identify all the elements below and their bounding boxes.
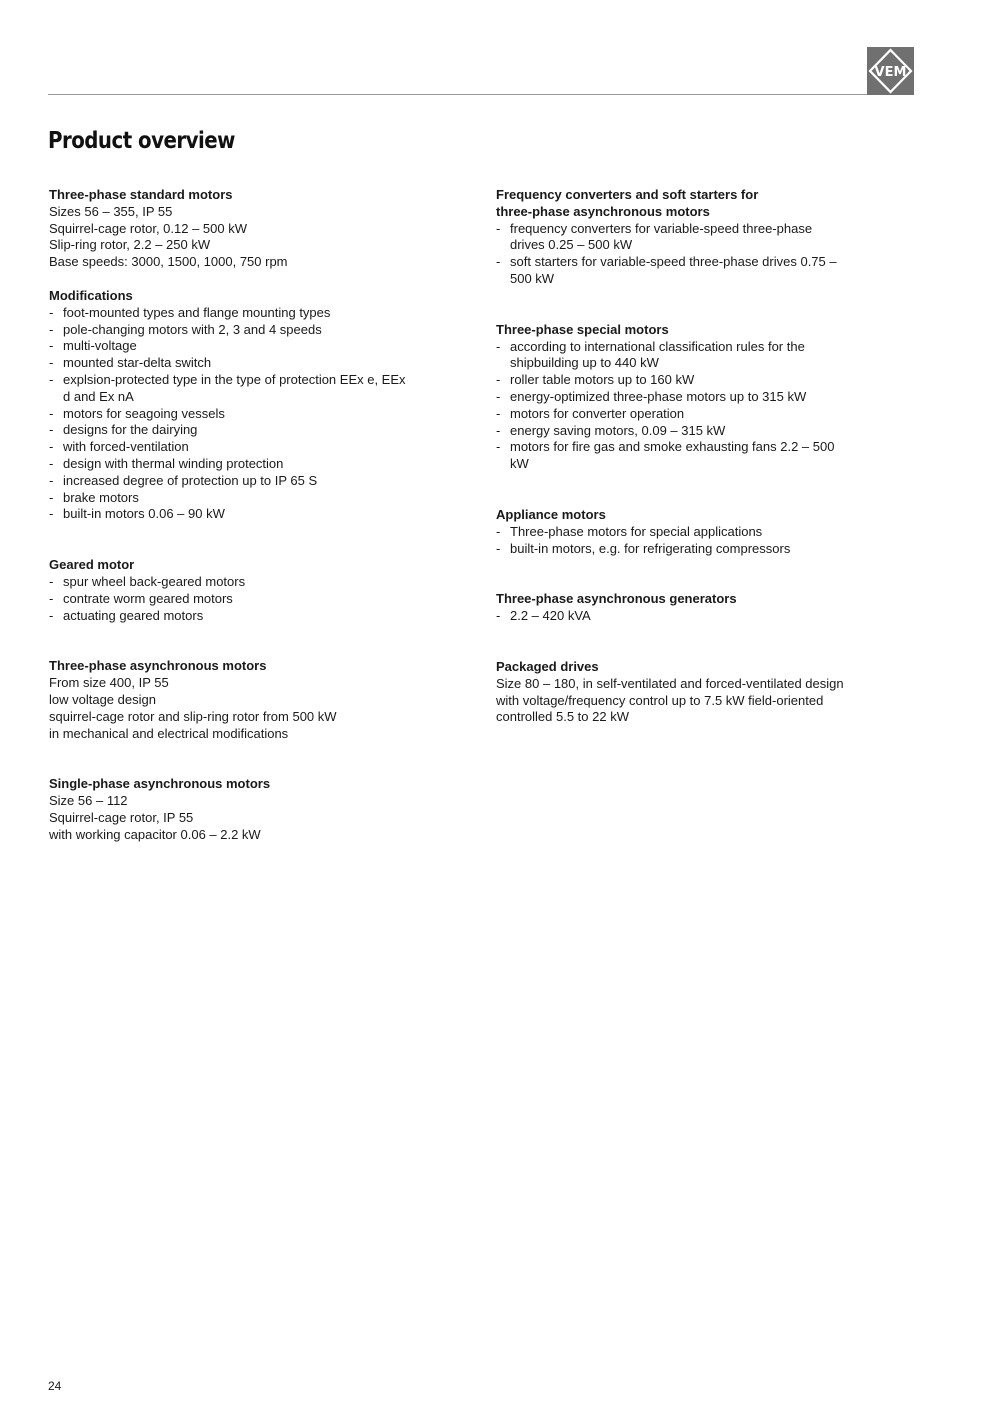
list-item: - built-in motors 0.06 – 90 kW [49, 506, 413, 523]
vem-logo [867, 47, 914, 95]
section-three-phase-asynchronous-generators [496, 591, 936, 625]
section-line: From size 400, IP 55 [49, 675, 169, 691]
section-line: Slip-ring rotor, 2.2 – 250 kW [49, 237, 211, 253]
list-item: - mounted star-delta switch [49, 355, 413, 372]
vem-logo-text: VEM [874, 65, 907, 80]
section-single-phase-asynchronous-motors [49, 776, 469, 843]
bullet-list [496, 221, 936, 288]
list-item: - motors for converter operation [496, 406, 840, 423]
section-title: Three-phase standard motors [49, 187, 233, 202]
section-line: controlled 5.5 to 22 kW [496, 709, 629, 725]
section-line: with working capacitor 0.06 – 2.2 kW [49, 826, 261, 842]
list-item: - Three-phase motors for special applications [496, 524, 840, 541]
section-title: Packaged drives [496, 658, 599, 674]
list-item: - design with thermal winding protection [49, 456, 413, 473]
section-line: Sizes 56 – 355, IP 55 [49, 203, 173, 219]
list-item: - energy-optimized three-phase motors up to 315 kW [496, 389, 840, 406]
bullet-list [49, 574, 469, 624]
section-line: squirrel-cage rotor and slip-ring rotor from 500 kW [49, 708, 337, 724]
left-column [49, 187, 469, 844]
section-title: Single-phase asynchronous motors [49, 776, 271, 792]
section-line: low voltage design [49, 691, 156, 707]
list-item: - actuating geared motors [49, 608, 413, 625]
section-line: Base speeds: 3000, 1500, 1000, 750 rpm [49, 254, 288, 270]
bullet-list [496, 339, 936, 473]
bullet-list [49, 305, 469, 523]
list-item: - contrate worm geared motors [49, 591, 413, 608]
list-item: - brake motors [49, 490, 413, 507]
list-item: - frequency converters for variable-speed three-phase drives 0.25 – 500 kW [496, 221, 840, 255]
section-appliance-motors [496, 507, 936, 557]
section-three-phase-standard-motors [49, 187, 469, 271]
section-title: Three-phase asynchronous motors [49, 658, 267, 674]
section-line: in mechanical and electrical modifications [49, 725, 289, 741]
page-title: Product overview [48, 128, 235, 154]
list-item: - energy saving motors, 0.09 – 315 kW [496, 423, 840, 440]
section-line: Size 56 – 112 [49, 793, 128, 809]
list-item: - spur wheel back-geared motors [49, 574, 413, 591]
section-modifications [49, 288, 469, 523]
section-three-phase-special-motors [496, 322, 936, 473]
section-title: Three-phase special motors [496, 321, 669, 337]
section-three-phase-asynchronous-motors [49, 658, 469, 742]
section-title: Modifications [49, 287, 133, 303]
header-rule [48, 94, 868, 95]
list-item: - designs for the dairying [49, 422, 413, 439]
list-item: - 2.2 – 420 kVA [496, 608, 840, 625]
section-line: Squirrel-cage rotor, 0.12 – 500 kW [49, 220, 247, 236]
list-item: - motors for fire gas and smoke exhausting fans 2.2 – 500 kW [496, 439, 840, 473]
section-title: Geared motor [49, 557, 135, 573]
list-item: - multi-voltage [49, 338, 413, 355]
right-column [496, 187, 936, 726]
list-item: - built-in motors, e.g. for refrigerating compressors [496, 541, 840, 558]
bullet-list [496, 608, 936, 625]
section-geared-motor [49, 557, 469, 624]
section-frequency-converters-and-soft-starters-for-three-phase-asynchronous-motors [496, 187, 936, 288]
list-item: - with forced-ventilation [49, 439, 413, 456]
page-number: 24 [48, 1379, 62, 1393]
section-line: Size 80 – 180, in self-ventilated and forced-ventilated design [496, 675, 844, 691]
section-packaged-drives [496, 659, 936, 726]
list-item: - foot-mounted types and flange mounting types [49, 305, 413, 322]
bullet-list [496, 524, 936, 558]
section-title: Appliance motors [496, 506, 606, 522]
list-item: - soft starters for variable-speed three-phase drives 0.75 – 500 kW [496, 254, 840, 288]
list-item: - motors for seagoing vessels [49, 406, 413, 423]
list-item: - pole-changing motors with 2, 3 and 4 speeds [49, 322, 413, 339]
section-title: Frequency converters and soft starters for three-phase asynchronous motors [496, 187, 759, 219]
section-line: Squirrel-cage rotor, IP 55 [49, 809, 194, 825]
list-item: - explsion-protected type in the type of protection EEx e, EEx d and Ex nA [49, 372, 413, 406]
section-title: Three-phase asynchronous generators [496, 591, 737, 607]
list-item: - according to international classification rules for the shipbuilding up to 440 kW [496, 339, 840, 373]
list-item: - increased degree of protection up to IP 65 S [49, 473, 413, 490]
section-line: with voltage/frequency control up to 7.5 kW field-oriented [496, 692, 824, 708]
list-item: - roller table motors up to 160 kW [496, 372, 840, 389]
